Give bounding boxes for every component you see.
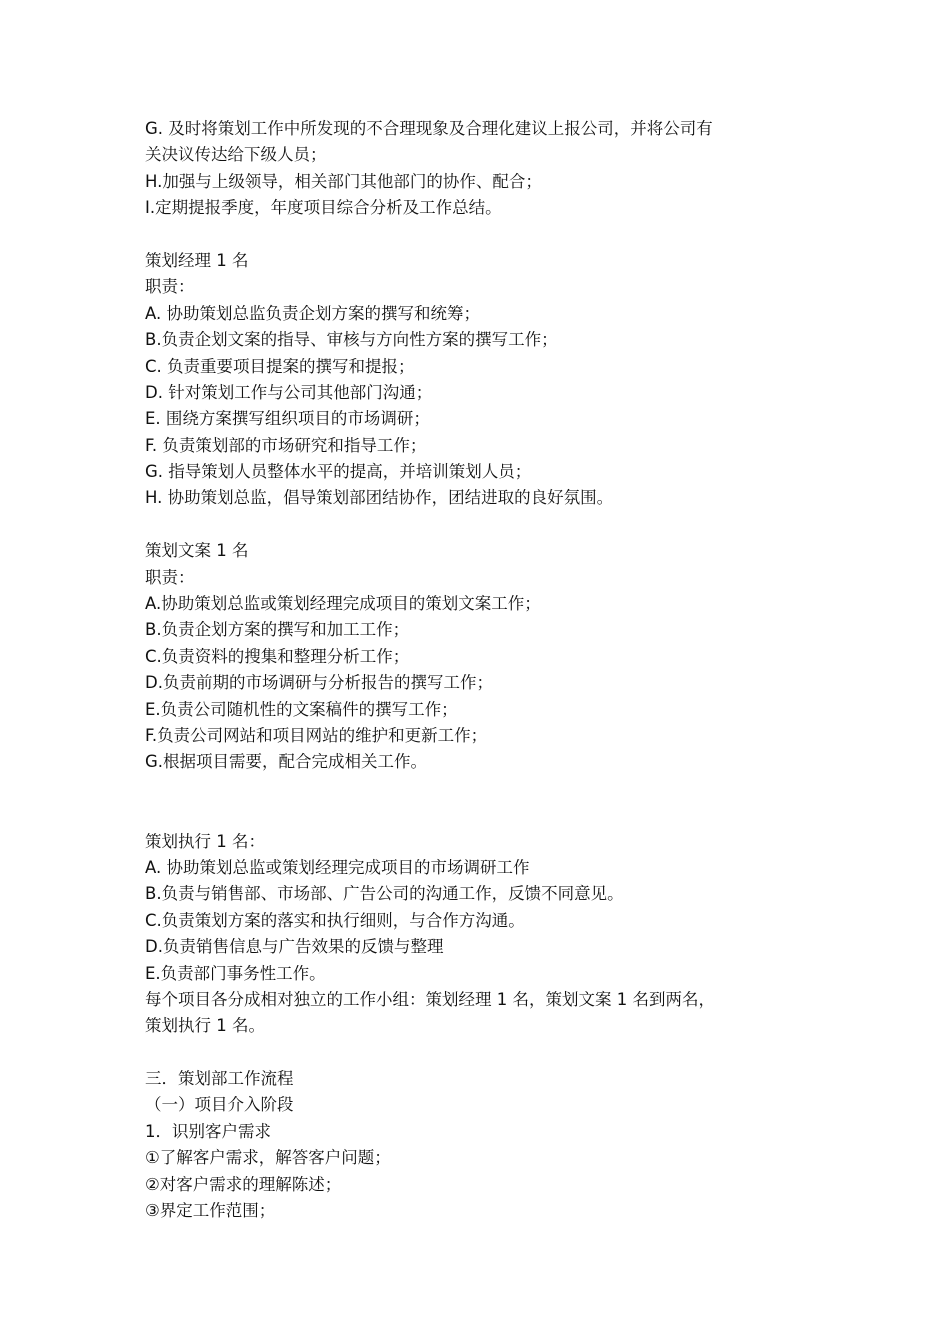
manager-duty-item: H. 协助策划总监，倡导策划部团结协作，团结进取的良好氛围。: [145, 488, 614, 508]
process-step: 1．识别客户需求: [145, 1121, 271, 1141]
intro-item: I.定期提报季度，年度项目综合分析及工作总结。: [145, 198, 502, 218]
copywriter-duty-item: B.负责企划方案的撰写和加工工作；: [145, 620, 410, 640]
intro-item: H.加强与上级领导，相关部门其他部门的协作、配合；: [145, 171, 542, 191]
copywriter-duty-item: C.负责资料的搜集和整理分析工作；: [145, 646, 410, 666]
process-item: ②对客户需求的理解陈述；: [145, 1174, 342, 1194]
process-item: ③界定工作范围；: [145, 1201, 276, 1221]
process-stage: （一）项目介入阶段: [145, 1095, 294, 1115]
section-title-process: 三．策划部工作流程: [145, 1069, 294, 1089]
executive-duty-item: D.负责销售信息与广告效果的反馈与整理: [145, 937, 444, 957]
manager-duty-item: F. 负责策划部的市场研究和指导工作；: [145, 435, 427, 455]
manager-duty-item: E. 围绕方案撰写组织项目的市场调研；: [145, 409, 430, 429]
executive-duty-item: B.负责与销售部、市场部、广告公司的沟通工作，反馈不同意见。: [145, 884, 624, 904]
manager-duty-item: G. 指导策划人员整体水平的提高，并培训策划人员；: [145, 462, 532, 482]
process-item: ①了解客户需求，解答客户问题；: [145, 1148, 391, 1168]
executive-duty-item: C.负责策划方案的落实和执行细则，与合作方沟通。: [145, 910, 525, 930]
section-title-manager: 策划经理 1 名: [145, 250, 249, 270]
copywriter-duty-item: A.协助策划总监或策划经理完成项目的策划文案工作；: [145, 594, 541, 614]
manager-duty-item: B.负责企划文案的指导、审核与方向性方案的撰写工作；: [145, 330, 558, 350]
team-summary-line: 每个项目各分成相对独立的工作小组：策划经理 1 名，策划文案 1 名到两名，: [145, 989, 715, 1009]
spacer: [145, 1040, 825, 1066]
team-summary-line: 策划执行 1 名。: [145, 1016, 265, 1036]
duty-label: 职责：: [145, 567, 195, 587]
spacer: [145, 512, 825, 538]
manager-duty-item: A. 协助策划总监负责企划方案的撰写和统筹；: [145, 303, 480, 323]
spacer: [145, 222, 825, 248]
manager-duty-item: D. 针对策划工作与公司其他部门沟通；: [145, 382, 433, 402]
section-title-executive: 策划执行 1 名：: [145, 831, 265, 851]
section-title-copywriter: 策划文案 1 名: [145, 541, 249, 561]
manager-duty-item: C. 负责重要项目提案的撰写和提报；: [145, 356, 415, 376]
copywriter-duty-item: D.负责前期的市场调研与分析报告的撰写工作；: [145, 673, 493, 693]
intro-item: G. 及时将策划工作中所发现的不合理现象及合理化建议上报公司，并将公司有: [145, 119, 713, 138]
executive-duty-item: A. 协助策划总监或策划经理完成项目的市场调研工作: [145, 857, 530, 877]
intro-item: 关决议传达给下级人员；: [145, 145, 327, 165]
copywriter-duty-item: F.负责公司网站和项目网站的维护和更新工作；: [145, 725, 488, 745]
executive-duty-item: E.负责部门事务性工作。: [145, 963, 326, 983]
spacer: [145, 776, 825, 829]
copywriter-duty-item: G.根据项目需要，配合完成相关工作。: [145, 752, 428, 772]
copywriter-duty-item: E.负责公司随机性的文案稿件的撰写工作；: [145, 699, 458, 719]
document-body: [145, 116, 825, 1224]
duty-label: 职责：: [145, 277, 195, 297]
